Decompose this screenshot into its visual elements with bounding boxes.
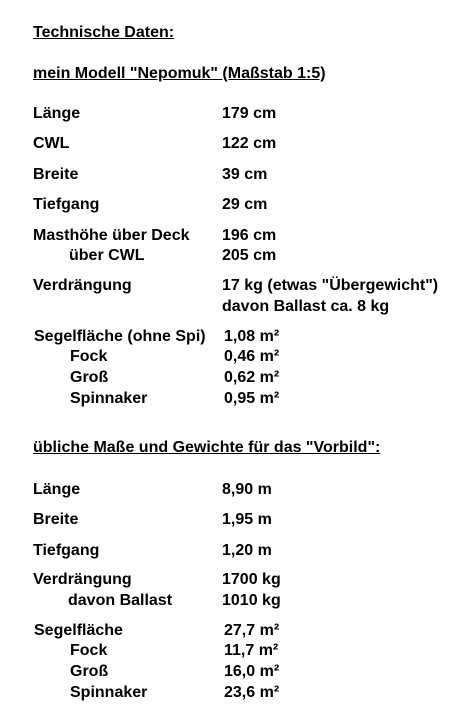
original-value-main: 16,0 m² xyxy=(224,663,280,680)
original-value-spinnaker: 23,6 m² xyxy=(224,684,280,701)
model-value-mast-deck: 196 cm xyxy=(222,227,277,244)
model-label-mast-cwl: über CWL xyxy=(69,247,145,264)
original-label-length: Länge xyxy=(33,481,81,498)
original-label-sail-area: Segelfläche xyxy=(34,622,123,639)
original-value-jib: 11,7 m² xyxy=(224,642,279,659)
original-section-title: übliche Maße und Gewichte für das "Vorbild": xyxy=(33,439,381,456)
model-value-cwl: 122 cm xyxy=(222,135,277,152)
model-label-sail-area: Segelfläche (ohne Spi) xyxy=(34,328,206,345)
original-value-sail-area: 27,7 m² xyxy=(224,622,280,639)
page-heading: Technische Daten: xyxy=(33,24,175,41)
original-value-width: 1,95 m xyxy=(222,511,272,528)
model-section-title: mein Modell "Nepomuk" (Maßstab 1:5) xyxy=(33,65,326,82)
model-label-mast-deck: Masthöhe über Deck xyxy=(33,227,190,244)
original-label-displacement: Verdrängung xyxy=(33,571,132,588)
original-value-length: 8,90 m xyxy=(222,481,272,498)
original-label-main: Groß xyxy=(70,663,109,680)
model-label-cwl: CWL xyxy=(33,135,70,152)
original-label-jib: Fock xyxy=(70,642,108,659)
original-label-width: Breite xyxy=(33,511,79,528)
original-label-spinnaker: Spinnaker xyxy=(70,684,148,701)
model-value-sail-area: 1,08 m² xyxy=(224,328,280,345)
original-value-ballast: 1010 kg xyxy=(222,592,281,609)
model-label-displacement: Verdrängung xyxy=(33,277,132,294)
model-value-length: 179 cm xyxy=(222,105,277,122)
model-value-mast-cwl: 205 cm xyxy=(222,247,277,264)
model-label-width: Breite xyxy=(33,166,79,183)
model-value-ballast: davon Ballast ca. 8 kg xyxy=(222,298,390,315)
model-value-width: 39 cm xyxy=(222,166,268,183)
original-value-displacement: 1700 kg xyxy=(222,571,281,588)
model-label-length: Länge xyxy=(33,105,81,122)
original-value-draft: 1,20 m xyxy=(222,542,272,559)
original-label-ballast: davon Ballast xyxy=(68,592,173,609)
model-label-draft: Tiefgang xyxy=(33,196,100,213)
model-value-displacement: 17 kg (etwas "Übergewicht") xyxy=(222,277,439,294)
model-label-jib: Fock xyxy=(70,348,108,365)
model-label-main: Groß xyxy=(70,369,109,386)
model-value-draft: 29 cm xyxy=(222,196,268,213)
original-label-draft: Tiefgang xyxy=(33,542,100,559)
model-value-main: 0,62 m² xyxy=(224,369,280,386)
model-label-spinnaker: Spinnaker xyxy=(70,390,148,407)
model-value-spinnaker: 0,95 m² xyxy=(224,390,280,407)
model-value-jib: 0,46 m² xyxy=(224,348,280,365)
